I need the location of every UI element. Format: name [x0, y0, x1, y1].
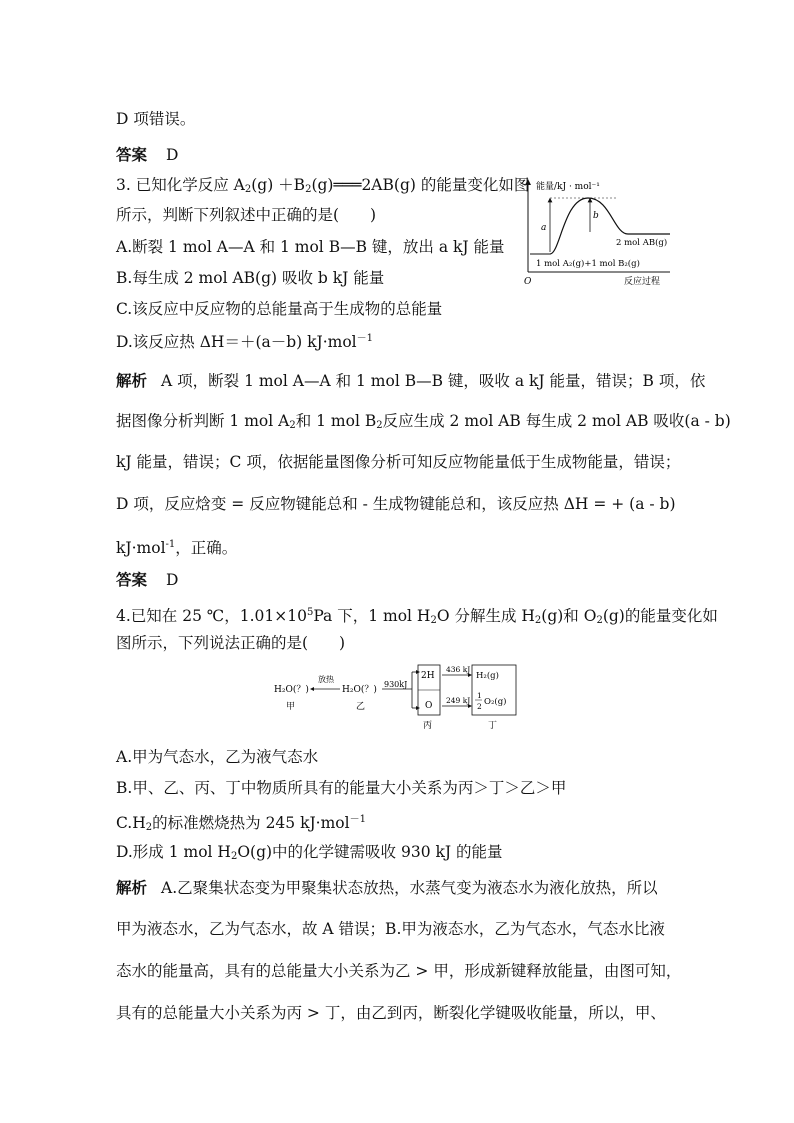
x-axis-label: 反应过程 — [624, 277, 661, 287]
question-3-option-d: D.该反应热 ΔH＝＋(a－b) kJ·mol$^{-1}$ — [116, 333, 374, 351]
answer-value: D — [165, 146, 179, 164]
label-jia: 甲 — [286, 702, 296, 712]
energy-249: 249 kJ — [446, 696, 471, 705]
explanation-3-line3: kJ 能量，错误；C 项，依据能量图像分析可知反应物能量低于生成物能量，错误； — [116, 453, 681, 471]
question-4-option-d: D.形成 1 mol $H_2O(g)$中的化学键需吸收 930 kJ 的能量 — [116, 843, 503, 862]
explanation-4-line2: 甲为液态水，乙为气态水，故 A 错误；B.甲为液态水，乙为气态水，气态水比液 — [116, 920, 665, 938]
question-4-option-b: B.甲、乙、丙、丁中物质所具有的能量大小关系为丙＞丁＞乙＞甲 — [116, 779, 567, 797]
explanation-4-line1: 解析 A.乙聚集状态变为甲聚集状态放热，水蒸气变为液态水为液化放热，所以 — [116, 878, 658, 897]
label-2h: 2H — [421, 671, 435, 681]
label-ding: 丁 — [488, 721, 498, 731]
answer-line — [116, 569, 178, 591]
explanation-3-line1: 解析 A 项，断裂 1 mol A—A 和 1 mol B—B 键，吸收 a kJ 能量，错误；B 项，依 — [116, 371, 706, 390]
label-o2g: O₂(g) — [484, 697, 507, 707]
question-3-option-c: C.该反应中反应物的总能量高于生成物的总能量 — [116, 300, 443, 318]
question-4-option-c: $C.H_2$的标准燃烧热为 245 kJ·mol$^{-1}$ — [116, 814, 366, 833]
explanation-4-line3: 态水的能量高，具有的总能量大小关系为乙 > 甲，形成新键释放能量，由图可知， — [116, 962, 682, 980]
half-denominator: 2 — [477, 702, 482, 711]
question-3-option-b: B.每生成 2 mol AB(g) 吸收 b kJ 能量 — [116, 269, 385, 287]
energy-diagram — [520, 176, 680, 292]
reactant-label: 1 mol A₂(g)+1 mol B₂(g) — [536, 259, 640, 269]
explanation-4-line4: 具有的总能量大小关系为丙 > 丁，由乙到丙，断裂化学键吸收能量，所以，甲、 — [116, 1004, 666, 1022]
exothermic-label: 放热 — [318, 675, 334, 684]
label-h2g: H₂(g) — [476, 671, 499, 681]
h2o-left: H₂O(？) — [274, 685, 309, 695]
answer-line — [116, 144, 178, 166]
question-4-line2: 图所示，下列说法正确的是( ) — [116, 634, 346, 652]
explanation-3-line2: 据图像分析判断 1 mol $A_2$和 1 mol $B_2$反应生成 2 mol AB 每生成 2 mol AB 吸收(a - b) — [116, 412, 731, 431]
question-3-title: 3. 已知化学反应 $A_2(g)$ $+B_2(g)═══2AB(g)$ 的能量变化如图 — [116, 176, 530, 195]
label-bing: 丙 — [423, 721, 433, 731]
origin-label: O — [524, 277, 532, 287]
product-label: 2 mol AB(g) — [616, 238, 668, 248]
explanation-3-line4: D 项，反应焓变 = 反应物键能总和 - 生成物键能总和，该反应热 ΔH = + (a - b) — [116, 495, 676, 513]
question-3-option-a: A.断裂 1 mol A—A 和 1 mol B—B 键，放出 a kJ 能量 — [116, 238, 505, 256]
answer-label: 答案 — [116, 145, 148, 164]
energy-930: 930kJ — [384, 680, 408, 689]
decomposition-scheme — [272, 664, 532, 734]
answer-value: D — [165, 571, 179, 589]
label-b: b — [593, 211, 599, 221]
text-line: D 项错误。 — [116, 110, 196, 128]
half-numerator: 1 — [477, 691, 482, 700]
label-a: a — [541, 223, 547, 233]
y-axis-label: 能量/kJ · mol⁻¹ — [536, 182, 600, 192]
question-4-option-a: A.甲为气态水，乙为液气态水 — [116, 748, 319, 766]
question-3-line2: 所示，判断下列叙述中正确的是( ) — [116, 206, 377, 224]
energy-436: 436 kJ — [446, 665, 471, 674]
explanation-3-line5: kJ·mol$^{-1}$，正确。 — [116, 539, 238, 557]
question-4-title: 4.已知在 25 ℃，$1.01\times 10^5Pa$ 下，1 mol $H_2O$ 分解生成 $H_2(g)$和 $O_2(g)$的能量变化如 — [116, 607, 718, 626]
label-o: O — [425, 701, 433, 711]
answer-label: 答案 — [116, 570, 148, 589]
label-yi: 乙 — [356, 702, 366, 712]
h2o-mid: H₂O(？) — [342, 685, 377, 695]
